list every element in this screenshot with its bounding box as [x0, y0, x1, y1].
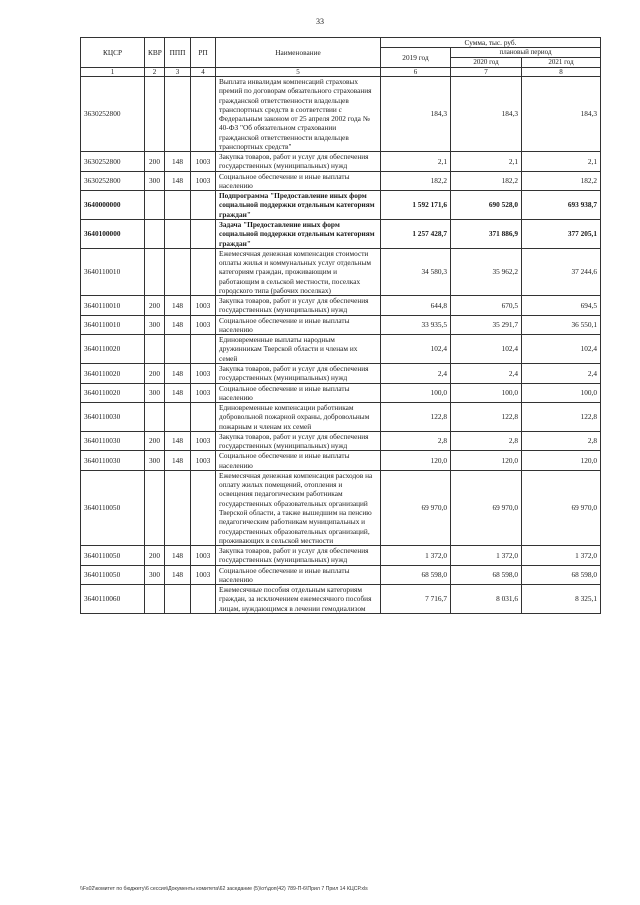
amount-2020-cell: 2,4 — [451, 363, 522, 383]
amount-2021-cell: 122,8 — [522, 403, 601, 432]
name-cell: Социальное обеспечение и иные выплаты населению — [216, 565, 381, 585]
header-rp: РП — [191, 38, 216, 68]
kvr-cell — [145, 77, 165, 152]
column-index: 3 — [165, 68, 191, 77]
ppp-cell — [165, 403, 191, 432]
kvr-cell — [145, 220, 165, 249]
table-row — [81, 565, 601, 585]
kcsr-cell: 3640100000 — [81, 220, 145, 249]
amount-2021-cell: 68 598,0 — [522, 565, 601, 585]
ppp-cell — [165, 248, 191, 295]
amount-2021-cell: 100,0 — [522, 383, 601, 403]
amount-2020-cell: 182,2 — [451, 171, 522, 191]
rp-cell: 1003 — [191, 451, 216, 471]
amount-2021-cell: 184,3 — [522, 77, 601, 152]
header-kcsr: КЦСР — [81, 38, 145, 68]
rp-cell: 1003 — [191, 383, 216, 403]
kvr-cell: 200 — [145, 546, 165, 566]
table-row — [81, 431, 601, 451]
kvr-cell: 300 — [145, 315, 165, 335]
rp-cell — [191, 470, 216, 545]
ppp-cell: 148 — [165, 431, 191, 451]
kvr-cell — [145, 403, 165, 432]
column-index: 5 — [216, 68, 381, 77]
ppp-cell: 148 — [165, 296, 191, 316]
amount-2021-cell: 694,5 — [522, 296, 601, 316]
amount-2021-cell: 120,0 — [522, 451, 601, 471]
amount-2020-cell: 670,5 — [451, 296, 522, 316]
amount-2020-cell: 2,1 — [451, 152, 522, 172]
table-row — [81, 77, 601, 152]
name-cell: Закупка товаров, работ и услуг для обеспечения государственных (муниципальных) нужд — [216, 431, 381, 451]
amount-2019-cell: 1 372,0 — [381, 546, 451, 566]
amount-2020-cell: 68 598,0 — [451, 565, 522, 585]
name-cell: Закупка товаров, работ и услуг для обеспечения государственных (муниципальных) нужд — [216, 296, 381, 316]
column-index-row — [81, 68, 601, 77]
amount-2021-cell: 1 372,0 — [522, 546, 601, 566]
name-cell: Выплата инвалидам компенсаций страховых премий по договорам обязательного страхования гражданской ответственности владельцев транспортных средств в соответствии с Федеральным законом от 25 апреля 2002 года № 40-ФЗ "Об обязательном страховании гражданской ответственности владельцев транспортных средств" — [216, 77, 381, 152]
table-row — [81, 296, 601, 316]
kcsr-cell: 3640110030 — [81, 451, 145, 471]
table-row — [81, 171, 601, 191]
kcsr-cell: 3640000000 — [81, 191, 145, 220]
amount-2020-cell: 2,8 — [451, 431, 522, 451]
rp-cell: 1003 — [191, 296, 216, 316]
rp-cell — [191, 248, 216, 295]
kcsr-cell: 3640110030 — [81, 403, 145, 432]
ppp-cell: 148 — [165, 171, 191, 191]
column-index: 8 — [522, 68, 601, 77]
rp-cell: 1003 — [191, 315, 216, 335]
kvr-cell — [145, 191, 165, 220]
name-cell: Социальное обеспечение и иные выплаты населению — [216, 171, 381, 191]
kcsr-cell: 3640110010 — [81, 315, 145, 335]
amount-2019-cell: 100,0 — [381, 383, 451, 403]
amount-2020-cell: 120,0 — [451, 451, 522, 471]
header-year-2019: 2019 год — [381, 48, 451, 68]
table-row — [81, 315, 601, 335]
table-row — [81, 152, 601, 172]
column-index: 4 — [191, 68, 216, 77]
table-row — [81, 470, 601, 545]
ppp-cell: 148 — [165, 451, 191, 471]
amount-2020-cell: 184,3 — [451, 77, 522, 152]
amount-2020-cell: 690 528,0 — [451, 191, 522, 220]
column-index: 7 — [451, 68, 522, 77]
kcsr-cell: 3630252800 — [81, 77, 145, 152]
kcsr-cell: 3640110050 — [81, 546, 145, 566]
amount-2019-cell: 120,0 — [381, 451, 451, 471]
rp-cell: 1003 — [191, 363, 216, 383]
table-row — [81, 451, 601, 471]
ppp-cell — [165, 220, 191, 249]
amount-2019-cell: 644,8 — [381, 296, 451, 316]
kvr-cell — [145, 585, 165, 614]
amount-2019-cell: 2,8 — [381, 431, 451, 451]
amount-2021-cell: 8 325,1 — [522, 585, 601, 614]
table-header — [81, 38, 601, 77]
header-planning-period: плановый период — [451, 48, 601, 58]
name-cell: Задача "Предоставление иных форм социальной поддержки отдельным категориям граждан" — [216, 220, 381, 249]
kvr-cell: 200 — [145, 296, 165, 316]
amount-2019-cell: 2,4 — [381, 363, 451, 383]
name-cell: Единовременные выплаты народным дружинникам Тверской области и членам их семей — [216, 335, 381, 364]
kcsr-cell: 3640110020 — [81, 383, 145, 403]
header-amount: Сумма, тыс. руб. — [381, 38, 601, 48]
name-cell: Единовременные компенсации работникам добровольной пожарной охраны, добровольным пожарным и членам их семей — [216, 403, 381, 432]
amount-2021-cell: 2,4 — [522, 363, 601, 383]
kcsr-cell: 3640110050 — [81, 565, 145, 585]
name-cell: Ежемесячная денежная компенсация стоимости оплаты жилья и коммунальных услуг отдельным категориям граждан, проживающим и работающим в сельской местности, поселках городского типа (рабочих поселках) — [216, 248, 381, 295]
table-row — [81, 383, 601, 403]
column-index: 2 — [145, 68, 165, 77]
budget-table — [80, 37, 601, 614]
amount-2021-cell: 36 550,1 — [522, 315, 601, 335]
header-ppp: ППП — [165, 38, 191, 68]
header-kvr: КВР — [145, 38, 165, 68]
amount-2019-cell: 7 716,7 — [381, 585, 451, 614]
amount-2020-cell: 69 970,0 — [451, 470, 522, 545]
kcsr-cell: 3640110010 — [81, 296, 145, 316]
table-row — [81, 335, 601, 364]
column-index: 6 — [381, 68, 451, 77]
amount-2019-cell: 1 257 428,7 — [381, 220, 451, 249]
kcsr-cell: 3640110030 — [81, 431, 145, 451]
amount-2021-cell: 2,1 — [522, 152, 601, 172]
header-name: Наименование — [216, 38, 381, 68]
rp-cell — [191, 335, 216, 364]
amount-2020-cell: 35 962,2 — [451, 248, 522, 295]
rp-cell — [191, 403, 216, 432]
kvr-cell — [145, 470, 165, 545]
rp-cell: 1003 — [191, 546, 216, 566]
amount-2019-cell: 122,8 — [381, 403, 451, 432]
kcsr-cell: 3640110020 — [81, 363, 145, 383]
name-cell: Социальное обеспечение и иные выплаты населению — [216, 383, 381, 403]
amount-2021-cell: 693 938,7 — [522, 191, 601, 220]
kcsr-cell: 3640110010 — [81, 248, 145, 295]
amount-2020-cell: 8 031,6 — [451, 585, 522, 614]
rp-cell: 1003 — [191, 152, 216, 172]
kvr-cell: 300 — [145, 451, 165, 471]
amount-2020-cell: 122,8 — [451, 403, 522, 432]
amount-2021-cell: 377 205,1 — [522, 220, 601, 249]
kcsr-cell: 3640110060 — [81, 585, 145, 614]
amount-2021-cell: 2,8 — [522, 431, 601, 451]
ppp-cell — [165, 585, 191, 614]
amount-2019-cell: 184,3 — [381, 77, 451, 152]
rp-cell — [191, 77, 216, 152]
kcsr-cell: 3630252800 — [81, 171, 145, 191]
name-cell: Ежемесячные пособия отдельным категориям граждан, за исключением ежемесячного пособия лицам, нуждающимся в лечении гемодиализом — [216, 585, 381, 614]
amount-2020-cell: 100,0 — [451, 383, 522, 403]
ppp-cell — [165, 470, 191, 545]
name-cell: Социальное обеспечение и иные выплаты населению — [216, 315, 381, 335]
amount-2019-cell: 33 935,5 — [381, 315, 451, 335]
kvr-cell — [145, 248, 165, 295]
name-cell: Закупка товаров, работ и услуг для обеспечения государственных (муниципальных) нужд — [216, 546, 381, 566]
name-cell: Подпрограмма "Предоставление иных форм социальной поддержки отдельным категориям граждан" — [216, 191, 381, 220]
table-row — [81, 403, 601, 432]
kvr-cell: 200 — [145, 431, 165, 451]
amount-2020-cell: 371 886,9 — [451, 220, 522, 249]
ppp-cell: 148 — [165, 546, 191, 566]
rp-cell: 1003 — [191, 431, 216, 451]
ppp-cell: 148 — [165, 565, 191, 585]
kvr-cell: 200 — [145, 152, 165, 172]
table-row — [81, 220, 601, 249]
amount-2021-cell: 69 970,0 — [522, 470, 601, 545]
file-path-footer: \\Fs02\комитет по бюджету\6 сессия\Документы комитета\62 заседание (5)\от\доп(42) 789-П-6\Прил 7 Прил 14 КЦСР.xls — [80, 886, 368, 892]
ppp-cell: 148 — [165, 152, 191, 172]
amount-2021-cell: 37 244,6 — [522, 248, 601, 295]
ppp-cell — [165, 77, 191, 152]
rp-cell: 1003 — [191, 565, 216, 585]
table-body — [81, 77, 601, 614]
table-row — [81, 363, 601, 383]
amount-2019-cell: 1 592 171,6 — [381, 191, 451, 220]
rp-cell — [191, 220, 216, 249]
rp-cell — [191, 585, 216, 614]
amount-2020-cell: 102,4 — [451, 335, 522, 364]
ppp-cell — [165, 191, 191, 220]
ppp-cell: 148 — [165, 363, 191, 383]
kvr-cell: 300 — [145, 171, 165, 191]
kvr-cell: 300 — [145, 383, 165, 403]
amount-2019-cell: 2,1 — [381, 152, 451, 172]
kcsr-cell: 3640110050 — [81, 470, 145, 545]
amount-2020-cell: 1 372,0 — [451, 546, 522, 566]
table-row — [81, 585, 601, 614]
ppp-cell: 148 — [165, 315, 191, 335]
amount-2020-cell: 35 291,7 — [451, 315, 522, 335]
column-index: 1 — [81, 68, 145, 77]
name-cell: Закупка товаров, работ и услуг для обеспечения государственных (муниципальных) нужд — [216, 363, 381, 383]
kcsr-cell: 3640110020 — [81, 335, 145, 364]
amount-2021-cell: 102,4 — [522, 335, 601, 364]
kcsr-cell: 3630252800 — [81, 152, 145, 172]
amount-2019-cell: 182,2 — [381, 171, 451, 191]
kvr-cell: 200 — [145, 363, 165, 383]
amount-2019-cell: 68 598,0 — [381, 565, 451, 585]
header-year-2020: 2020 год — [451, 58, 522, 68]
name-cell: Закупка товаров, работ и услуг для обеспечения государственных (муниципальных) нужд — [216, 152, 381, 172]
amount-2019-cell: 69 970,0 — [381, 470, 451, 545]
header-year-2021: 2021 год — [522, 58, 601, 68]
ppp-cell: 148 — [165, 383, 191, 403]
kvr-cell: 300 — [145, 565, 165, 585]
amount-2019-cell: 102,4 — [381, 335, 451, 364]
name-cell: Ежемесячная денежная компенсация расходов на оплату жилых помещений, отопления и освещения педагогическим работникам государственных образовательных организаций Тверской области, а также вышедшим на пенсию педагогическим работникам муниципальных и государственных образовательных организаций, проживающих в сельской местности — [216, 470, 381, 545]
table-row — [81, 248, 601, 295]
table-row — [81, 546, 601, 566]
rp-cell: 1003 — [191, 171, 216, 191]
name-cell: Социальное обеспечение и иные выплаты населению — [216, 451, 381, 471]
rp-cell — [191, 191, 216, 220]
ppp-cell — [165, 335, 191, 364]
table-row — [81, 191, 601, 220]
amount-2019-cell: 34 580,3 — [381, 248, 451, 295]
kvr-cell — [145, 335, 165, 364]
amount-2021-cell: 182,2 — [522, 171, 601, 191]
page-number: 33 — [316, 17, 324, 26]
